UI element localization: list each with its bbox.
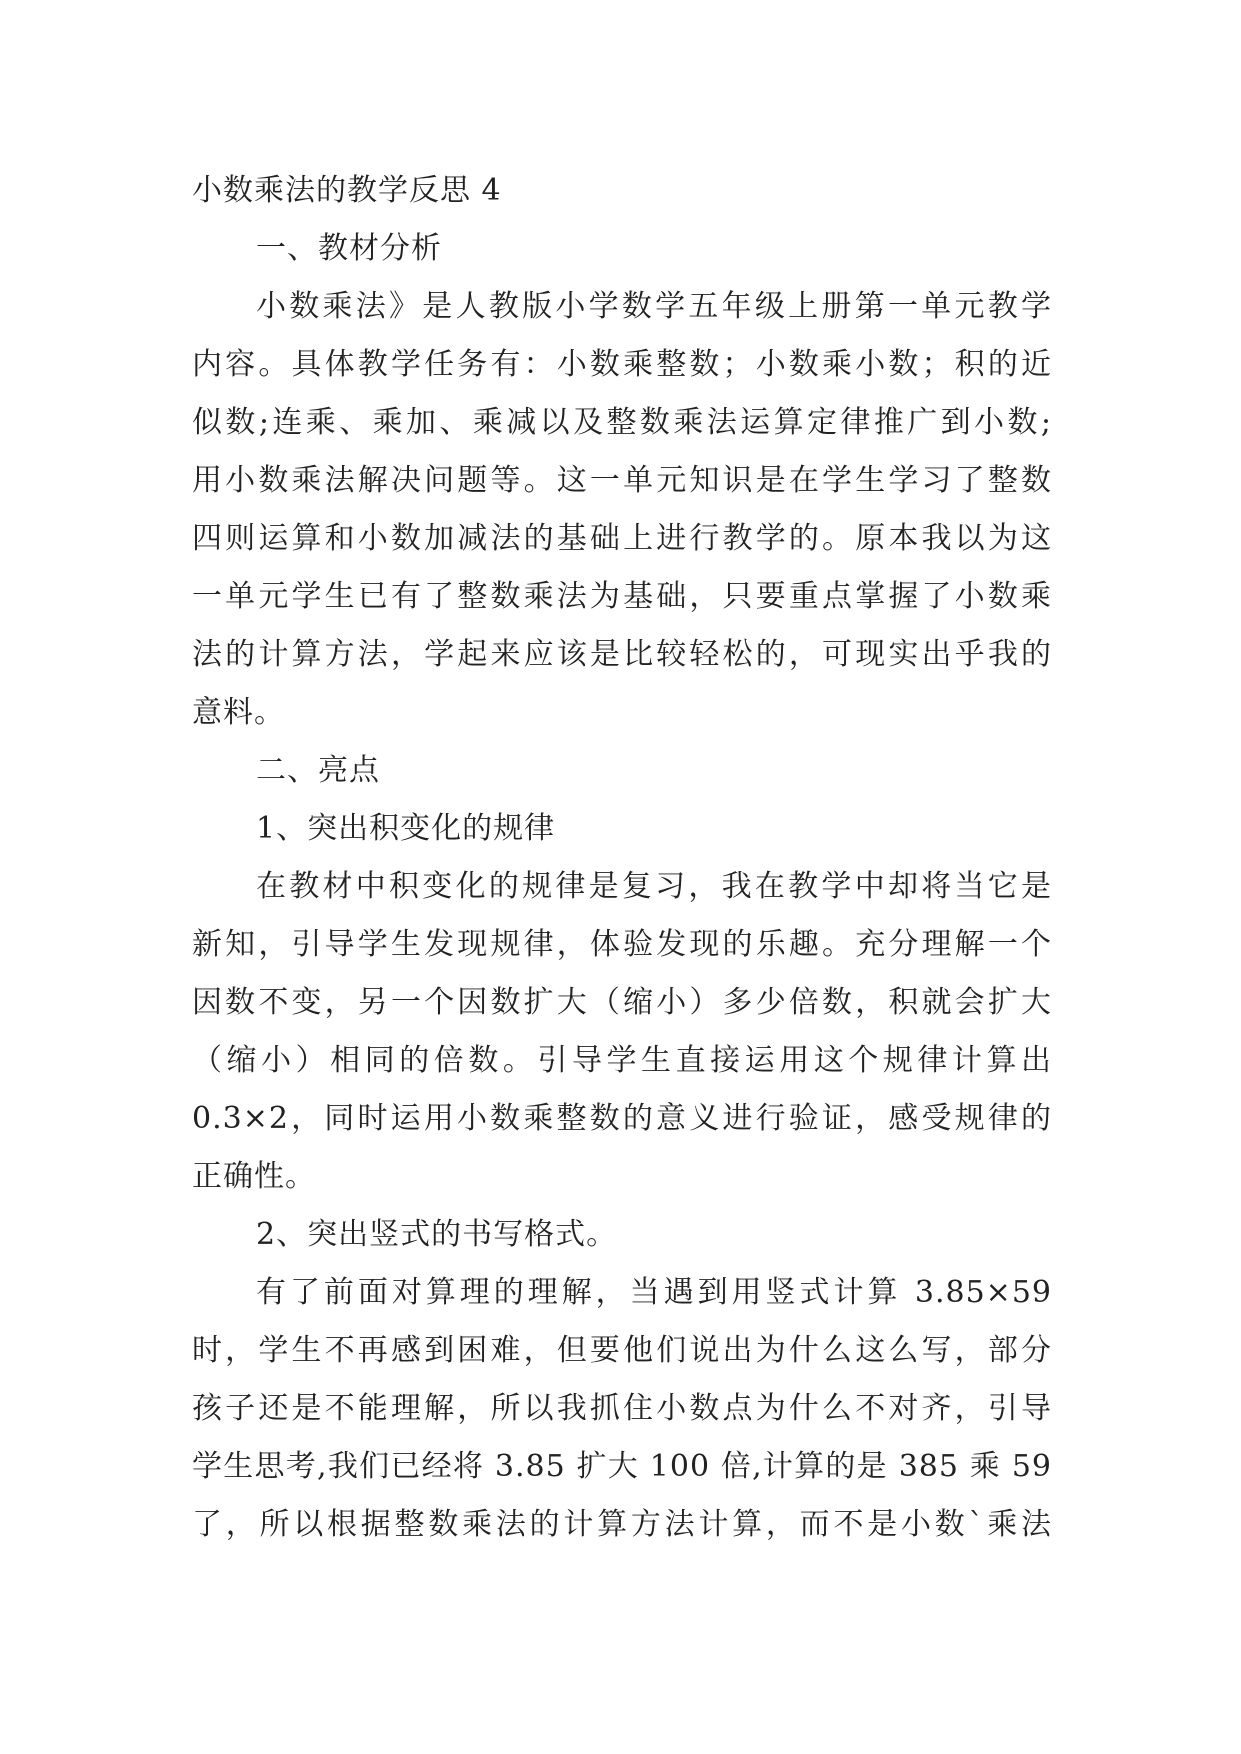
subsection-heading-1: 1、突出积变化的规律	[256, 811, 556, 846]
text-line: 孩子还是不能理解，所以我抓住小数点为什么不对齐，引导	[192, 1391, 1052, 1426]
text-line: （缩小）相同的倍数。引导学生直接运用这个规律计算出	[192, 1043, 1052, 1078]
text-line: 在教材中积变化的规律是复习，我在教学中却将当它是	[256, 869, 1052, 904]
text-line: 法的计算方法，学起来应该是比较轻松的，可现实出乎我的	[192, 637, 1052, 672]
text-line: 有了前面对算理的理解，当遇到用竖式计算 3.85×59	[256, 1275, 1052, 1310]
section-heading-2: 二、亮点	[256, 753, 380, 788]
text-line: 四则运算和小数加减法的基础上进行教学的。原本我以为这	[192, 521, 1052, 556]
text-line: 意料。	[192, 695, 285, 730]
text-line: 用小数乘法解决问题等。这一单元知识是在学生学习了整数	[192, 463, 1052, 498]
text-line: 内容。具体教学任务有：小数乘整数；小数乘小数；积的近	[192, 347, 1052, 382]
text-line: 一单元学生已有了整数乘法为基础，只要重点掌握了小数乘	[192, 579, 1052, 614]
text-line: 似数;连乘、乘加、乘减以及整数乘法运算定律推广到小数;	[192, 405, 1052, 440]
text-line: 学生思考,我们已经将 3.85 扩大 100 倍,计算的是 385 乘 59	[192, 1449, 1052, 1484]
text-line: 时，学生不再感到困难，但要他们说出为什么这么写，部分	[192, 1333, 1052, 1368]
subsection-heading-2: 2、突出竖式的书写格式。	[256, 1217, 618, 1252]
text-line: 0.3×2，同时运用小数乘整数的意义进行验证，感受规律的	[192, 1101, 1052, 1136]
section-heading-1: 一、教材分析	[256, 231, 442, 266]
text-line: 了，所以根据整数乘法的计算方法计算，而不是小数`乘法	[192, 1507, 1052, 1542]
text-line: 正确性。	[192, 1159, 316, 1194]
text-line: 因数不变，另一个因数扩大（缩小）多少倍数，积就会扩大	[192, 985, 1052, 1020]
text-line: 新知，引导学生发现规律，体验发现的乐趣。充分理解一个	[192, 927, 1052, 962]
document-page	[192, 162, 1052, 1554]
document-title: 小数乘法的教学反思 4	[192, 173, 502, 208]
text-line: 小数乘法》是人教版小学数学五年级上册第一单元教学	[256, 289, 1052, 324]
